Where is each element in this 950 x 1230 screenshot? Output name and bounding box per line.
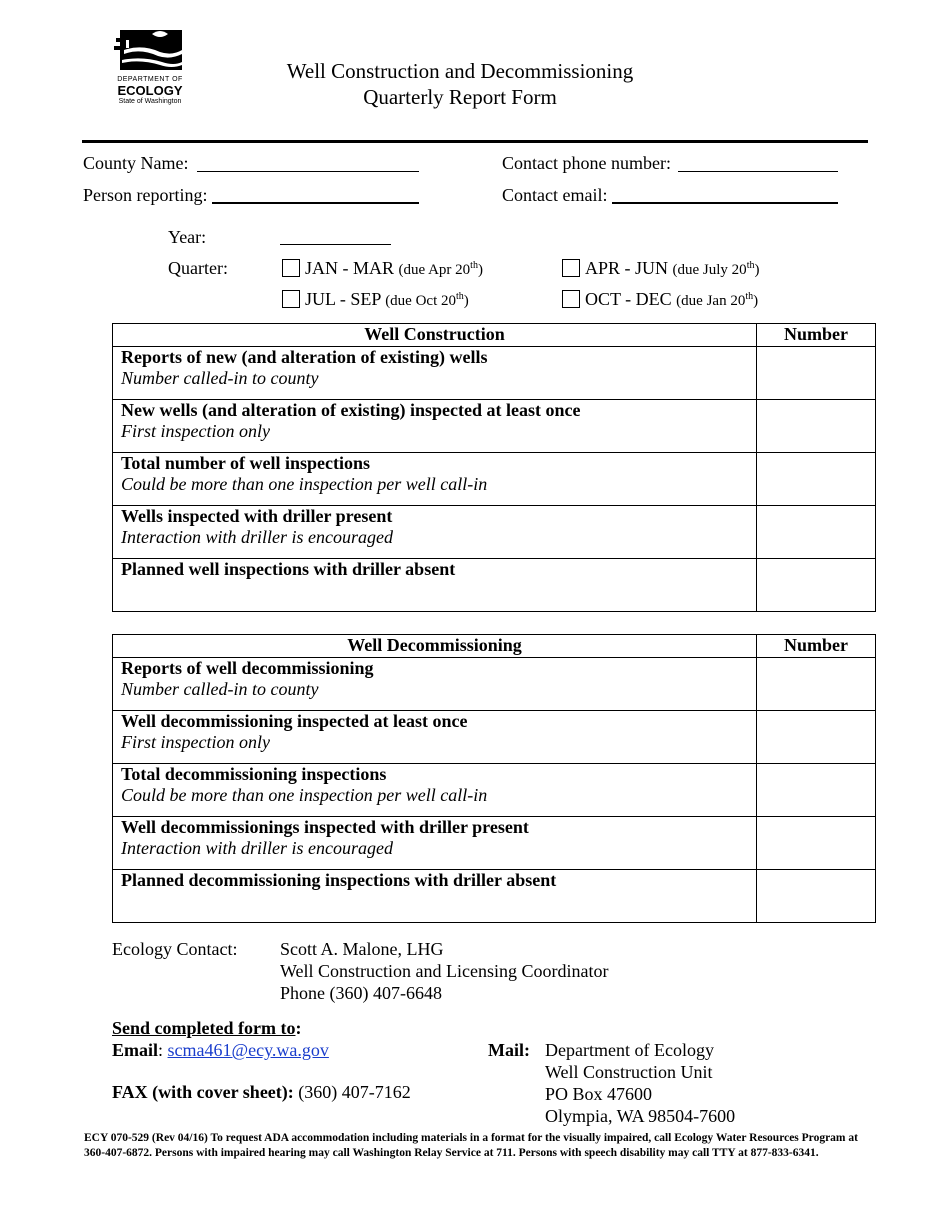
mail-label: Mail: bbox=[488, 1040, 530, 1060]
table-row bbox=[113, 658, 876, 711]
table-row bbox=[113, 453, 876, 506]
person-field[interactable] bbox=[212, 201, 419, 204]
email-link[interactable]: scma461@ecy.wa.gov bbox=[167, 1040, 329, 1060]
person-label: Person reporting: bbox=[83, 185, 208, 205]
number-input-cell[interactable] bbox=[757, 764, 876, 817]
table-row bbox=[113, 764, 876, 817]
logo-text-department: DEPARTMENT OF bbox=[117, 76, 183, 83]
logo-text-state: State of Washington bbox=[118, 98, 182, 105]
number-input-cell[interactable] bbox=[757, 559, 876, 612]
table-row bbox=[113, 711, 876, 764]
send-heading: Send completed form to: bbox=[112, 1018, 302, 1038]
row-title: Planned well inspections with driller absent bbox=[121, 559, 456, 579]
quarter-jul-sep-label: JUL - SEP (due Oct 20th) bbox=[305, 289, 469, 309]
row-note: Could be more than one inspection per well call-in bbox=[121, 785, 488, 805]
table-row bbox=[113, 870, 876, 923]
form-title bbox=[250, 58, 670, 110]
checkbox-apr-jun[interactable] bbox=[562, 259, 580, 277]
ecology-contact-details bbox=[280, 938, 609, 1004]
row-title: Planned decommissioning inspections with driller absent bbox=[121, 870, 557, 890]
mail-line: PO Box 47600 bbox=[545, 1084, 653, 1104]
fax-number: (360) 407-7162 bbox=[293, 1082, 411, 1102]
contact-name: Scott A. Malone, LHG bbox=[280, 939, 444, 959]
contact-phone: Phone (360) 407-6648 bbox=[280, 983, 442, 1003]
table-cell-item bbox=[113, 347, 757, 400]
send-fax bbox=[112, 1081, 411, 1103]
phone-label: Contact phone number: bbox=[502, 153, 671, 173]
row-title: Total decommissioning inspections bbox=[121, 764, 387, 784]
row-title: Total number of well inspections bbox=[121, 453, 371, 473]
table-header-row bbox=[113, 324, 876, 347]
email-label: Contact email: bbox=[502, 185, 608, 205]
quarter-apr-jun-label: APR - JUN (due July 20th) bbox=[585, 258, 760, 278]
well-construction-table bbox=[112, 323, 876, 612]
year-field[interactable] bbox=[280, 243, 391, 245]
number-input-cell[interactable] bbox=[757, 400, 876, 453]
logo-text-ecology: ECOLOGY bbox=[117, 83, 183, 98]
number-input-cell[interactable] bbox=[757, 817, 876, 870]
table-row bbox=[113, 506, 876, 559]
mail-line: Department of Ecology bbox=[545, 1040, 714, 1060]
checkbox-jan-mar[interactable] bbox=[282, 259, 300, 277]
well-decommissioning-table bbox=[112, 634, 876, 923]
mail-line: Olympia, WA 98504-7600 bbox=[545, 1106, 736, 1126]
table-cell-item bbox=[113, 658, 757, 711]
construction-header: Well Construction bbox=[113, 324, 757, 347]
construction-number-header: Number bbox=[757, 324, 876, 347]
row-note: Could be more than one inspection per well call-in bbox=[121, 474, 488, 494]
row-note: Interaction with driller is encouraged bbox=[121, 838, 393, 858]
phone-field[interactable] bbox=[678, 170, 838, 172]
table-row bbox=[113, 817, 876, 870]
ecology-logo-mark bbox=[112, 26, 188, 76]
checkbox-oct-dec[interactable] bbox=[562, 290, 580, 308]
header-rule bbox=[82, 140, 868, 143]
number-input-cell[interactable] bbox=[757, 711, 876, 764]
checkbox-jul-sep[interactable] bbox=[282, 290, 300, 308]
form-title-line1: Well Construction and Decommissioning bbox=[286, 59, 634, 83]
quarter-label: Quarter: bbox=[168, 258, 228, 278]
mail-line: Well Construction Unit bbox=[545, 1062, 713, 1082]
fax-label: FAX (with cover sheet): bbox=[112, 1082, 294, 1102]
row-note: First inspection only bbox=[121, 732, 270, 752]
number-input-cell[interactable] bbox=[757, 658, 876, 711]
number-input-cell[interactable] bbox=[757, 453, 876, 506]
form-title-line2: Quarterly Report Form bbox=[363, 85, 557, 109]
table-row bbox=[113, 400, 876, 453]
table-row bbox=[113, 559, 876, 612]
number-input-cell[interactable] bbox=[757, 870, 876, 923]
email-field[interactable] bbox=[612, 201, 838, 204]
table-row bbox=[113, 347, 876, 400]
ecology-logo bbox=[112, 26, 188, 108]
row-title: Wells inspected with driller present bbox=[121, 506, 393, 526]
number-input-cell[interactable] bbox=[757, 506, 876, 559]
decommissioning-header: Well Decommissioning bbox=[113, 635, 757, 658]
ecology-contact-label: Ecology Contact: bbox=[112, 939, 238, 959]
table-cell-item bbox=[113, 870, 757, 923]
row-title: Well decommissioning inspected at least once bbox=[121, 711, 468, 731]
quarter-oct-dec-label: OCT - DEC (due Jan 20th) bbox=[585, 289, 759, 309]
number-input-cell[interactable] bbox=[757, 347, 876, 400]
row-title: Reports of well decommissioning bbox=[121, 658, 374, 678]
mail-address bbox=[545, 1039, 735, 1127]
decommissioning-number-header: Number bbox=[757, 635, 876, 658]
email-label-text: Email bbox=[112, 1040, 159, 1060]
table-cell-item bbox=[113, 400, 757, 453]
row-title: Well decommissionings inspected with driller present bbox=[121, 817, 529, 837]
table-header-row bbox=[113, 635, 876, 658]
table-cell-item bbox=[113, 453, 757, 506]
table-cell-item bbox=[113, 817, 757, 870]
send-email: Email: scma461@ecy.wa.gov bbox=[112, 1040, 329, 1060]
table-cell-item bbox=[113, 711, 757, 764]
quarter-jan-mar-label: JAN - MAR (due Apr 20th) bbox=[305, 258, 483, 278]
row-title: Reports of new (and alteration of existing) wells bbox=[121, 347, 488, 367]
row-note: First inspection only bbox=[121, 421, 270, 441]
row-note: Interaction with driller is encouraged bbox=[121, 527, 393, 547]
footer-note: ECY 070-529 (Rev 04/16) To request ADA accommodation including materials in a format for the visually impaired, call Ecology Water Resources Program at 360-407-6872. Persons with impaired hearing may call Washington Relay Service at 711. Persons with speech disability may call TTY at 877-833-6341. bbox=[84, 1132, 858, 1159]
row-note: Number called-in to county bbox=[121, 679, 319, 699]
year-label: Year: bbox=[168, 227, 207, 247]
county-label: County Name: bbox=[83, 153, 189, 173]
county-field[interactable] bbox=[197, 170, 419, 172]
row-title: New wells (and alteration of existing) inspected at least once bbox=[121, 400, 581, 420]
row-note: Number called-in to county bbox=[121, 368, 319, 388]
table-cell-item bbox=[113, 506, 757, 559]
table-cell-item bbox=[113, 764, 757, 817]
contact-role: Well Construction and Licensing Coordinator bbox=[280, 961, 609, 981]
table-cell-item bbox=[113, 559, 757, 612]
